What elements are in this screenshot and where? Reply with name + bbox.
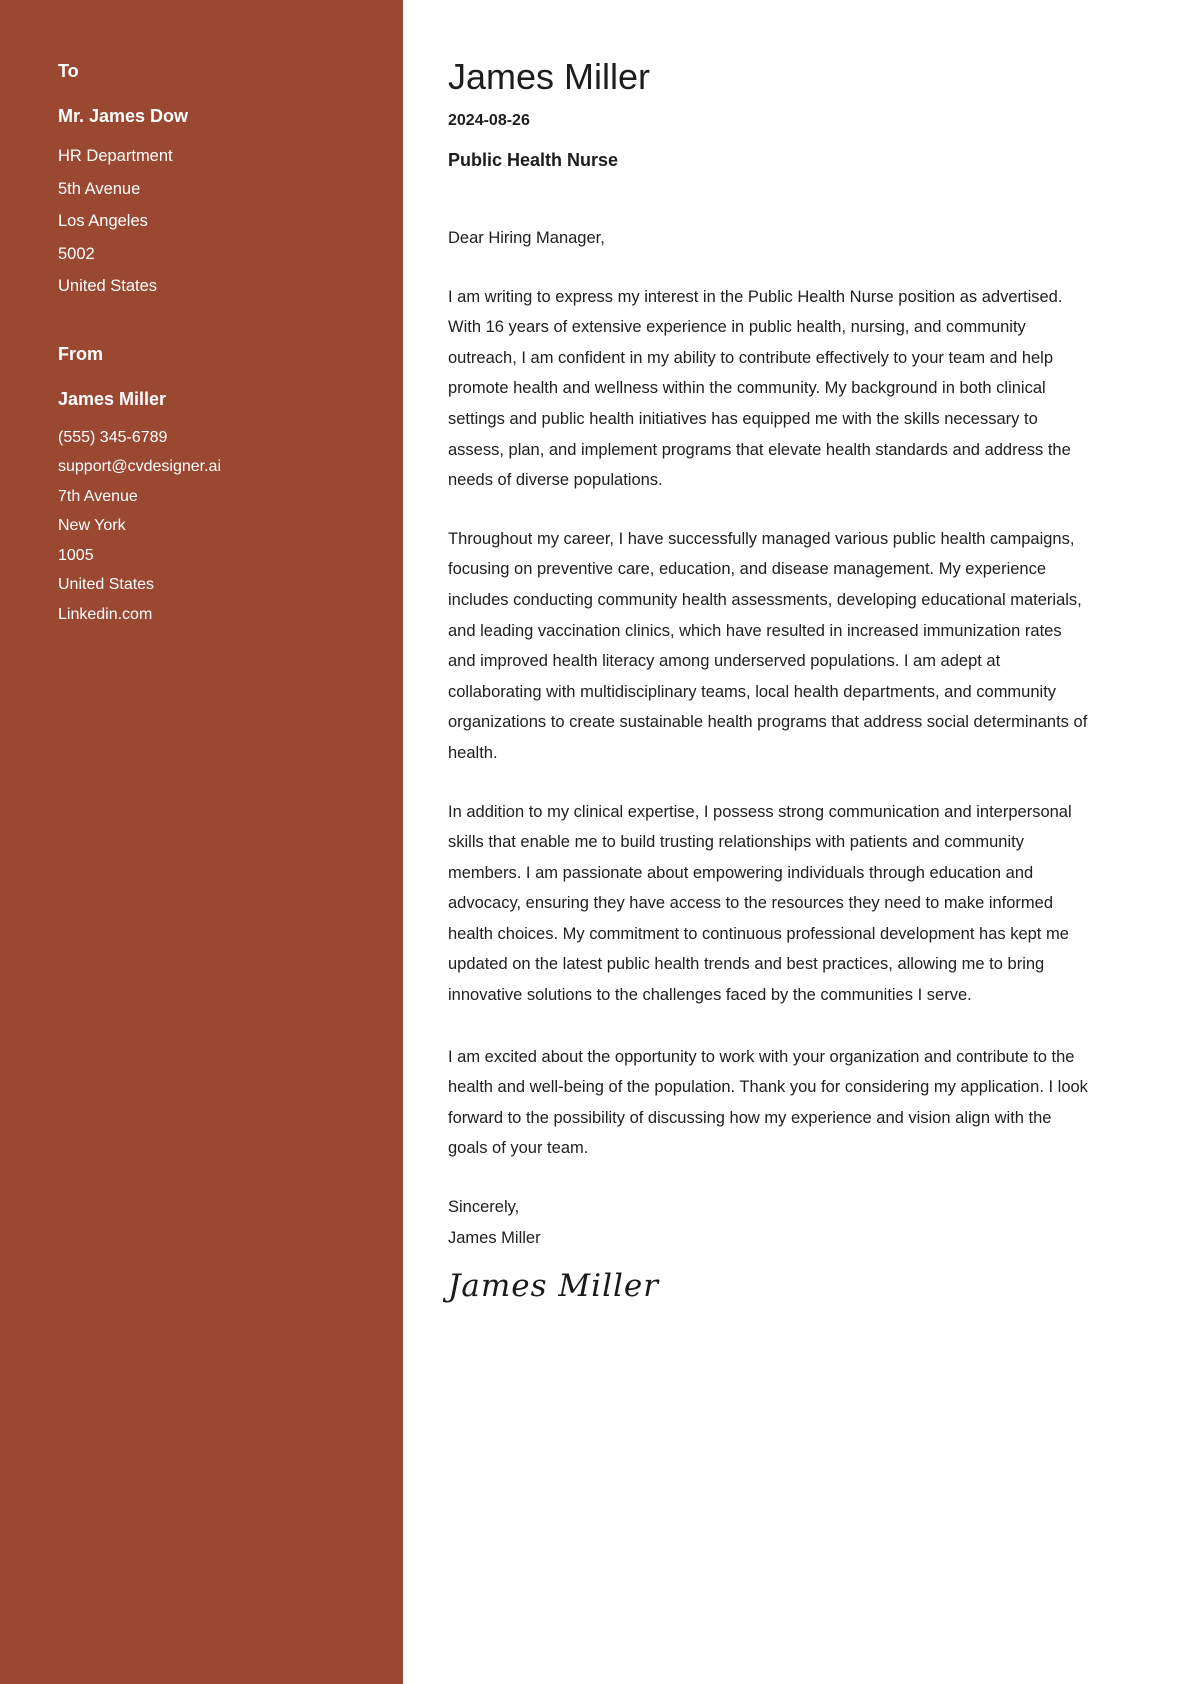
- to-label: To: [58, 61, 79, 81]
- recipient-address: [58, 140, 363, 303]
- sender-postal-code: 1005: [58, 546, 94, 564]
- sender-linkedin: Linkedin.com: [58, 605, 153, 623]
- sender-street: 7th Avenue: [58, 487, 138, 505]
- sender-city: New York: [58, 517, 126, 534]
- sidebar: [0, 0, 403, 1684]
- job-title: Public Health Nurse: [448, 150, 619, 170]
- from-block: [58, 343, 363, 630]
- handwritten-signature: James Miller: [448, 1268, 660, 1305]
- sender-country: United States: [58, 576, 155, 593]
- closing-word: Sincerely,: [448, 1198, 520, 1217]
- closing-name: James Miller: [448, 1228, 541, 1247]
- recipient-postal-code: 5002: [58, 244, 95, 263]
- sender-contact: [58, 423, 363, 630]
- recipient-country: United States: [58, 277, 158, 295]
- letter-date: 2024-08-26: [448, 112, 530, 129]
- paragraph-career: Throughout my career, I have successfully managed various public health campaigns, focusing on preventive care, education, and disease management. My experience includes conducting community health assessments, developing educational materials, and leading vaccination clinics, which have resulted in increased immunization rates and improved health literacy among underserved populations. I am adept at collaborating with multidisciplinary teams, local health departments, and community organizations to create sustainable health programs that address social determinants of health.: [448, 529, 1088, 762]
- recipient-name: Mr. James Dow: [58, 106, 189, 126]
- paragraph-skills: In addition to my clinical expertise, I possess strong communication and interpersonal skills that enable me to build trusting relationships with patients and community members. I am passionate about empowering individuals through education and advocacy, ensuring they have access to the resources they need to make informed health choices. My commitment to continuous professional development has kept me updated on the latest public health trends and best practices, allowing me to bring innovative solutions to the challenges faced by the communities I serve.: [448, 802, 1072, 1005]
- paragraph-intro: I am writing to express my interest in the Public Health Nurse position as advertised. With 16 years of extensive experience in public health, nursing, and community outreach, I am confident in my ability to contribute effectively to your team and help promote health and wellness within the community. My background in both clinical settings and public health initiatives has equipped me with the skills necessary to assess, plan, and implement programs that elevate health standards and address the needs of diverse populations.: [448, 287, 1071, 490]
- sender-phone: (555) 345-6789: [58, 428, 168, 446]
- paragraph-closing: I am excited about the opportunity to work with your organization and contribute to the health and well-being of the population. Thank you for considering my application. I look forward to the possibility of discussing how my experience and vision align with the goals of your team.: [448, 1047, 1088, 1158]
- from-label: From: [58, 343, 103, 364]
- salutation: Dear Hiring Manager,: [448, 229, 605, 247]
- closing-block: [448, 1192, 1088, 1253]
- sender-email: support@cvdesigner.ai: [58, 458, 221, 475]
- recipient-department: HR Department: [58, 147, 173, 165]
- sender-name: James Miller: [58, 388, 167, 409]
- applicant-name-title: James Miller: [448, 56, 651, 97]
- letter-body: [403, 0, 1200, 1684]
- recipient-street: 5th Avenue: [58, 179, 141, 198]
- recipient-city: Los Angeles: [58, 212, 148, 230]
